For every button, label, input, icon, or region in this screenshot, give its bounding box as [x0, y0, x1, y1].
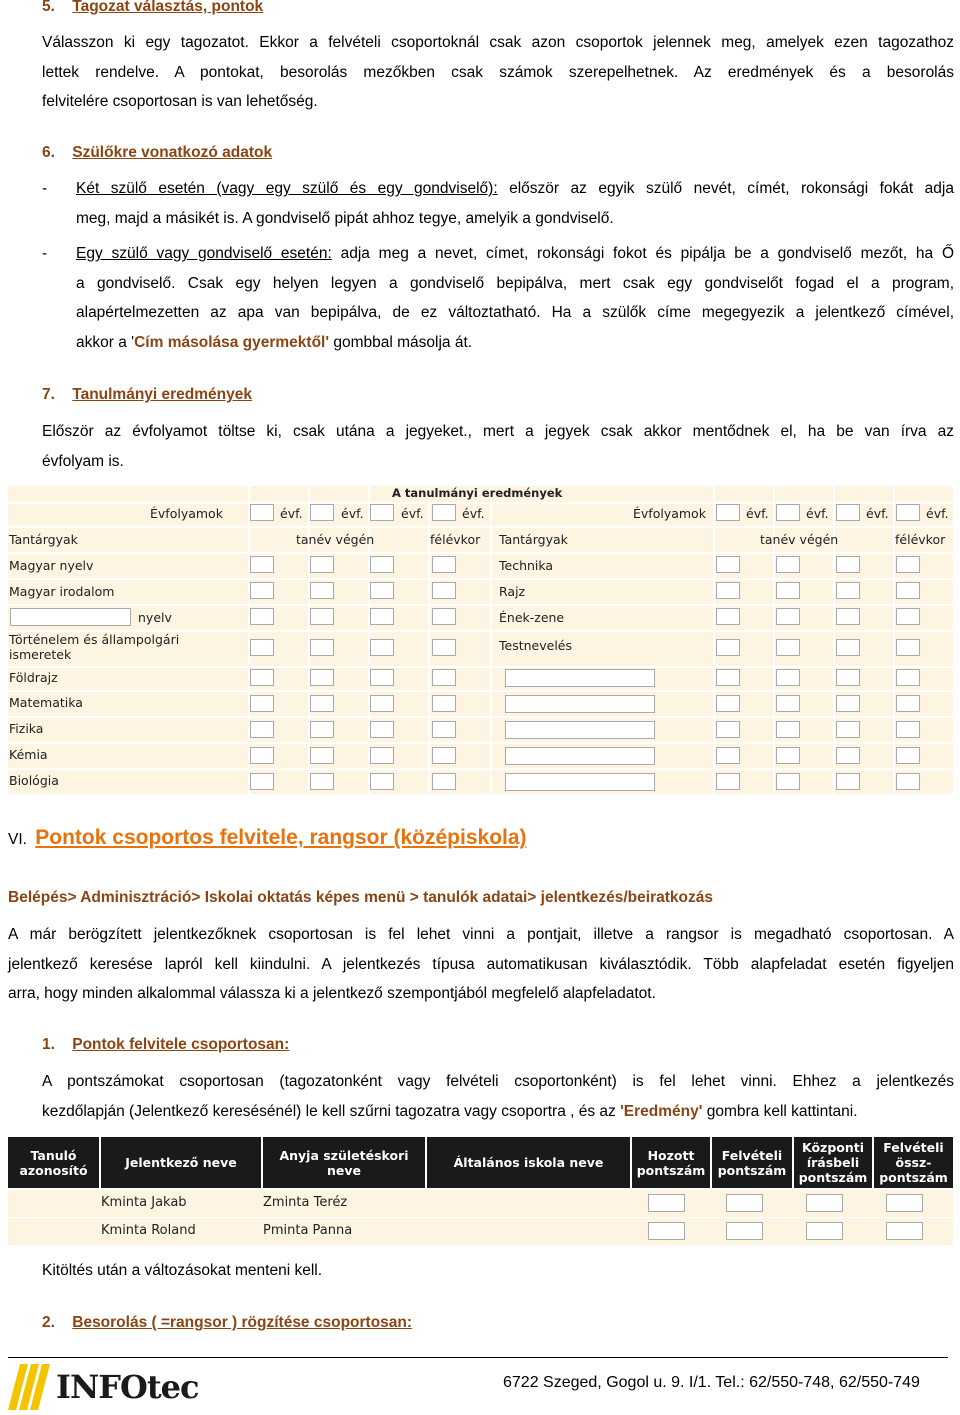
section-vi-title: Pontok csoportos felvitele, rangsor (középiskola) — [35, 826, 527, 849]
points-input[interactable] — [806, 1222, 843, 1240]
column-header: Jelentkező neve — [101, 1137, 261, 1188]
points-input[interactable] — [886, 1194, 923, 1212]
extra-subject-input[interactable] — [505, 747, 655, 765]
grade-year-input[interactable] — [896, 504, 920, 521]
grade-input[interactable] — [432, 773, 456, 790]
grade-input[interactable] — [432, 747, 456, 764]
column-header: Anyja születéskori neve — [263, 1137, 425, 1188]
grade-input[interactable] — [370, 639, 394, 656]
breadcrumb-path: Belépés> Adminisztráció> Iskolai oktatás képes menü > tanulók adatai> jelentkezés/beiratkozás — [8, 889, 713, 906]
grade-input[interactable] — [432, 608, 456, 625]
grade-input[interactable] — [776, 556, 800, 573]
grid-line — [8, 502, 953, 504]
grade-input[interactable] — [310, 582, 334, 599]
points-input[interactable] — [806, 1194, 843, 1212]
grid-line — [8, 666, 953, 668]
subject-label: Ének-zene — [499, 610, 565, 625]
grade-input[interactable] — [310, 639, 334, 656]
section-6-title: Szülőkre vonatkozó adatok — [72, 144, 273, 161]
grade-year-input[interactable] — [716, 504, 740, 521]
section-1-heading: 1. Pontok felvitele csoportosan: — [42, 1036, 290, 1053]
grade-input[interactable] — [836, 721, 860, 738]
subject-label: Technika — [499, 558, 554, 573]
grade-input[interactable] — [370, 773, 394, 790]
section-6-bullet-1: - Két szülő esetén (vagy egy szülő és egy gondviselő): először az egyik szülő nevét, címét, rokonsági fokát adja meg, majd a másikét is. A gondviselő pipát ahhoz tegye, amelyik a gondviselő. — [42, 180, 954, 227]
grade-input[interactable] — [432, 556, 456, 573]
grade-input[interactable] — [836, 747, 860, 764]
extra-subject-input[interactable] — [505, 695, 655, 713]
applicant-name: Kminta Jakab — [101, 1195, 187, 1210]
grid-line — [8, 742, 953, 744]
grade-input[interactable] — [896, 747, 920, 764]
grade-input[interactable] — [896, 556, 920, 573]
grade-input[interactable] — [250, 556, 274, 573]
grade-input[interactable] — [250, 747, 274, 764]
grade-input[interactable] — [310, 747, 334, 764]
grades-form: A tanulmányi eredmények Évfolyamok évf. évf. évf. évf. Évfolyamok évf. évf. évf. évf. Tantárgyak tanév végén félévkor Tantárgyak tanév végén félévkor Magyar nyelv Magyar irodalom nyelv Történelem és állampolgári ismeretek Földrajz Matematika Fizika Kémia Biológia Technika Rajz Ének-zene Testnevelés — [8, 486, 953, 794]
grade-input[interactable] — [896, 639, 920, 656]
grade-input[interactable] — [896, 582, 920, 599]
grade-input[interactable] — [716, 773, 740, 790]
section-7-heading: 7. Tanulmányi eredmények — [42, 386, 253, 403]
grade-input[interactable] — [370, 582, 394, 599]
grid-line — [713, 486, 715, 794]
grade-input[interactable] — [716, 695, 740, 712]
footer-divider — [8, 1357, 948, 1358]
grade-input[interactable] — [896, 721, 920, 738]
section-5-body: Válasszon ki egy tagozatot. Ekkor a felvételi csoportoknál csak azon csoportok jelennek meg, amelyek ezen tagozathoz lettek rendelve. A pontokat, besorolás mezőkben csak számok szerepelhetnek. Az eredmények és a besorolás felvitelére csoportosan is van lehetőség. — [42, 34, 954, 110]
grade-input[interactable] — [310, 608, 334, 625]
column-header: Hozott pontszám — [632, 1137, 710, 1188]
grid-line — [8, 578, 953, 580]
grade-input[interactable] — [250, 669, 274, 686]
table-row — [8, 1218, 953, 1245]
section-6-bullet-2: - Egy szülő vagy gondviselő esetén: adja meg a nevet, címet, rokonsági fokot és pipálja be a gondviselő mezőt, ha Ő a gondviselő. Csak egy helyen legyen a gondviselő bepipálva, mert csak egy gondviselőt fogad el a program, alapértelmezetten az apa van bepipálva, de ez változtatható. Ha a szülők címe megegyezik a jelentkező címével, akkor a 'Cím másolása gyermektől' gombbal másolja át. — [42, 245, 954, 351]
subject-label: Történelem és állampolgári ismeretek — [9, 632, 180, 662]
grade-input[interactable] — [776, 773, 800, 790]
grade-input[interactable] — [776, 669, 800, 686]
grade-year-input[interactable] — [432, 504, 456, 521]
grade-input[interactable] — [250, 582, 274, 599]
section-2-heading: 2. Besorolás ( =rangsor ) rögzítése csoportosan: — [42, 1314, 413, 1331]
grade-input[interactable] — [250, 639, 274, 656]
grade-input[interactable] — [310, 721, 334, 738]
points-input[interactable] — [648, 1194, 685, 1212]
logo-stripes-icon — [8, 1364, 50, 1410]
column-header: Tanuló azonosító — [8, 1137, 99, 1188]
grade-input[interactable] — [716, 669, 740, 686]
grade-input[interactable] — [370, 747, 394, 764]
grade-year-input[interactable] — [370, 504, 394, 521]
grade-input[interactable] — [896, 695, 920, 712]
points-table — [8, 1137, 953, 1245]
points-input[interactable] — [886, 1222, 923, 1240]
left-subjects-header: Tantárgyak — [9, 532, 78, 547]
extra-subject-input[interactable] — [505, 773, 655, 791]
subject-label: Földrajz — [9, 670, 58, 685]
grade-input[interactable] — [716, 639, 740, 656]
grade-input[interactable] — [370, 695, 394, 712]
grid-line — [8, 526, 953, 528]
grade-year-input[interactable] — [250, 504, 274, 521]
section-vi-heading: VI. Pontok csoportos felvitele, rangsor (középiskola) — [8, 826, 527, 849]
grade-input[interactable] — [836, 608, 860, 625]
points-input[interactable] — [648, 1222, 685, 1240]
grade-input[interactable] — [432, 721, 456, 738]
grade-input[interactable] — [776, 639, 800, 656]
grid-line — [8, 716, 953, 718]
grade-input[interactable] — [310, 669, 334, 686]
grade-input[interactable] — [370, 721, 394, 738]
grade-input[interactable] — [250, 695, 274, 712]
table-row — [8, 1190, 953, 1217]
section-7-body: Először az évfolyamot töltse ki, csak utána a jegyeket., mert a jegyek csak akkor mentődnek el, ha be van írva az évfolyam is. — [42, 423, 954, 470]
grade-input[interactable] — [836, 639, 860, 656]
footer-address: 6722 Szeged, Gogol u. 9. I/1. Tel.: 62/550-748, 62/550-749 — [503, 1374, 920, 1391]
grade-year-input[interactable] — [776, 504, 800, 521]
grade-input[interactable] — [776, 695, 800, 712]
grid-line — [8, 690, 953, 692]
section-1-title: Pontok felvitele csoportosan: — [72, 1036, 290, 1053]
subject-label: Magyar irodalom — [9, 584, 115, 599]
grade-year-input[interactable] — [836, 504, 860, 521]
grade-input[interactable] — [370, 556, 394, 573]
grade-input[interactable] — [250, 608, 274, 625]
grade-input[interactable] — [776, 747, 800, 764]
extra-subject-input[interactable] — [505, 721, 655, 739]
grade-input[interactable] — [776, 721, 800, 738]
grade-input[interactable] — [370, 669, 394, 686]
grade-input[interactable] — [716, 747, 740, 764]
column-header: Központi írásbeli pontszám — [794, 1137, 872, 1188]
applicant-name: Kminta Roland — [101, 1223, 196, 1238]
grid-line — [490, 486, 492, 794]
section-5-title: Tagozat választás, pontok — [72, 0, 264, 15]
section-2-title: Besorolás ( =rangsor ) rögzítése csoportosan: — [72, 1314, 413, 1331]
grade-input[interactable] — [432, 582, 456, 599]
extra-subject-input[interactable] — [505, 669, 655, 687]
grade-input[interactable] — [310, 695, 334, 712]
subject-label: Fizika — [9, 721, 44, 736]
subject-label: nyelv — [138, 610, 172, 625]
grade-input[interactable] — [836, 773, 860, 790]
section-6-heading: 6. Szülőkre vonatkozó adatok — [42, 144, 273, 161]
grade-input[interactable] — [836, 695, 860, 712]
language-name-input[interactable] — [10, 608, 131, 626]
subject-label: Magyar nyelv — [9, 558, 94, 573]
grade-input[interactable] — [250, 721, 274, 738]
mother-name: Zminta Teréz — [263, 1195, 348, 1210]
grid-line — [8, 552, 953, 554]
infotec-logo-icon — [8, 1364, 50, 1410]
grade-input[interactable] — [776, 582, 800, 599]
grade-input[interactable] — [836, 669, 860, 686]
column-header: Általános iskola neve — [427, 1137, 630, 1188]
subject-label: Rajz — [499, 584, 526, 599]
section-7-title: Tanulmányi eredmények — [72, 386, 253, 403]
infotec-logo-text: INFOtec — [56, 1368, 199, 1406]
grade-input[interactable] — [310, 556, 334, 573]
section-vi-body: A már berögzített jelentkezőknek csoportosan is fel lehet vinni a pontjait, illetve a rangsor is megadható csoportosan. A jelentkező keresése lapról kell kiindulni. A jelentkezés típusa automatikusan kiválasztódik. Több alapfeladat esetén figyeljen arra, hogy minden alkalommal válassza ki a jelentkező szempontjából megfelelő alapfeladatot. — [8, 926, 954, 1002]
grades-title: A tanulmányi eredmények — [392, 486, 563, 500]
grade-input[interactable] — [716, 721, 740, 738]
column-header: Felvételi pontszám — [712, 1137, 792, 1188]
right-subjects-header: Tantárgyak — [499, 532, 568, 547]
grade-input[interactable] — [370, 608, 394, 625]
grade-input[interactable] — [896, 773, 920, 790]
section-1-body: A pontszámokat csoportosan (tagozatonként vagy felvételi csoportonként) is fel lehet vinni. Ehhez a jelentkezés kezdőlapján (Jelentkező keresésénél) le kell szűrni tagozatra vagy csoportra , és az 'Eredmény' gombra kell kattintani. — [42, 1073, 954, 1120]
right-evfolyamok-label: Évfolyamok — [633, 506, 706, 521]
grade-input[interactable] — [836, 582, 860, 599]
grade-input[interactable] — [432, 695, 456, 712]
grid-line — [8, 768, 953, 770]
after-table-note: Kitöltés után a változásokat menteni kell. — [42, 1262, 323, 1279]
grade-input[interactable] — [432, 639, 456, 656]
grade-year-input[interactable] — [310, 504, 334, 521]
column-header: Felvételi össz-pontszám — [874, 1137, 953, 1188]
points-input[interactable] — [726, 1194, 763, 1212]
section-5-heading: 5. Tagozat választás, pontok — [42, 0, 264, 15]
grade-input[interactable] — [432, 669, 456, 686]
grade-input[interactable] — [896, 669, 920, 686]
grade-input[interactable] — [716, 582, 740, 599]
grade-input[interactable] — [716, 608, 740, 625]
grid-line — [8, 604, 953, 606]
mother-name: Pminta Panna — [263, 1223, 353, 1238]
subject-label: Biológia — [9, 773, 59, 788]
grade-input[interactable] — [776, 608, 800, 625]
left-evfolyamok-label: Évfolyamok — [150, 506, 223, 521]
points-input[interactable] — [726, 1222, 763, 1240]
grade-input[interactable] — [250, 773, 274, 790]
subject-label: Testnevelés — [499, 638, 572, 653]
subject-label: Matematika — [9, 695, 83, 710]
grade-input[interactable] — [716, 556, 740, 573]
subject-label: Kémia — [9, 747, 48, 762]
grade-input[interactable] — [836, 556, 860, 573]
grade-input[interactable] — [310, 773, 334, 790]
grade-input[interactable] — [896, 608, 920, 625]
